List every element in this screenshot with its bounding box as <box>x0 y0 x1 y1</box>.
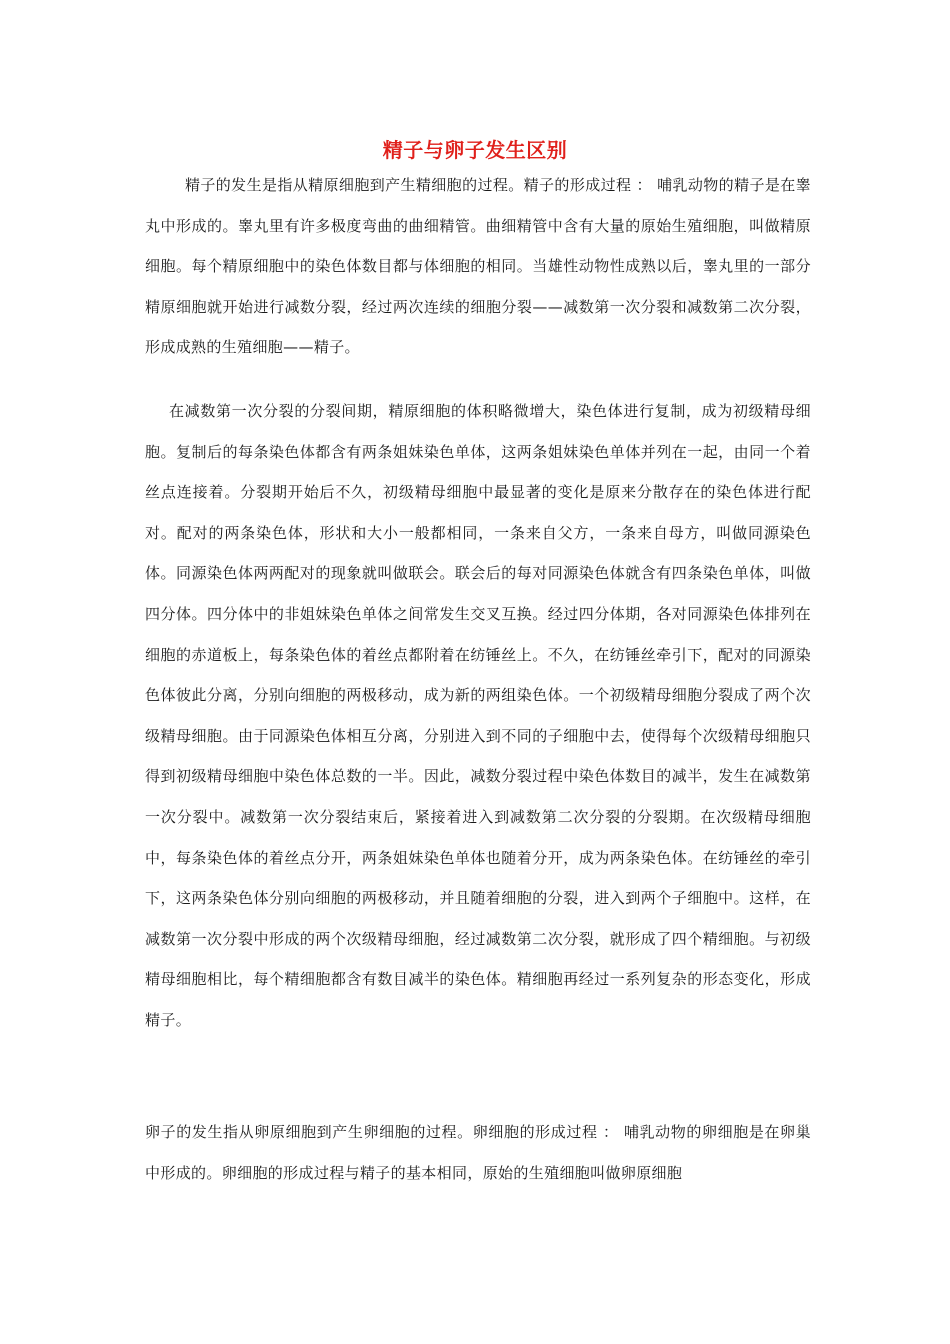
paragraph-meiosis-process: 在减数第一次分裂的分裂间期，精原细胞的体积略微增大，染色体进行复制，成为初级精母细胞。复制后的每条染色体都含有两条姐妹染色单体，这两条姐妹染色单体并列在一起，由同一个着丝点连接着。分裂期开始后不久，初级精母细胞中最显著的变化是原来分散存在的染色体进行配对。配对的两条染色体，形状和大小一般都相同，一条来自父方，一条来自母方，叫做同源染色体。同源染色体两两配对的现象就叫做联会。联会后的每对同源染色体就含有四条染色单体，叫做四分体。四分体中的非姐妹染色单体之间常发生交叉互换。经过四分体期，各对同源染色体排列在细胞的赤道板上，每条染色体的着丝点都附着在纺锤丝上。不久，在纺锤丝牵引下，配对的同源染色体彼此分离，分别向细胞的两极移动，成为新的两组染色体。一个初级精母细胞分裂成了两个次级精母细胞。由于同源染色体相互分离，分别进入到不同的子细胞中去，使得每个次级精母细胞只得到初级精母细胞中染色体总数的一半。因此，减数分裂过程中染色体数目的减半，发生在减数第一次分裂中。减数第一次分裂结束后，紧接着进入到减数第二次分裂的分裂期。在次级精母细胞中，每条染色体的着丝点分开，两条姐妹染色单体也随着分开，成为两条染色体。在纺锤丝的牵引下，这两条染色体分别向细胞的两极移动，并且随着细胞的分裂，进入到两个子细胞中。这样，在减数第一次分裂中形成的两个次级精母细胞，经过减数第二次分裂，就形成了四个精细胞。与初级精母细胞相比，每个精细胞都含有数目减半的染色体。精细胞再经过一系列复杂的形态变化，形成精子。 <box>145 402 811 1029</box>
paragraph-egg-formation: 卵子的发生指从卵原细胞到产生卵细胞的过程。卵细胞的形成过程 ： 哺乳动物的卵细胞是在卵巢中形成的。卵细胞的形成过程与精子的基本相同，原始的生殖细胞叫做卵原细胞 <box>145 1123 811 1182</box>
document-title: 精子与卵子发生区别 <box>382 138 568 163</box>
paragraph-sperm-formation: 精子的发生是指从精原细胞到产生精细胞的过程。精子的形成过程 ： 哺乳动物的精子是在睾丸中形成的。睾丸里有许多极度弯曲的曲细精管。曲细精管中含有大量的原始生殖细胞，叫做精原细胞。每个精原细胞中的染色体数目都与体细胞的相同。当雄性动物性成熟以后，睾丸里的一部分精原细胞就开始进行减数分裂，经过两次连续的细胞分裂——减数第一次分裂和减数第二次分裂，形成成熟的生殖细胞——精子。 <box>145 176 811 357</box>
